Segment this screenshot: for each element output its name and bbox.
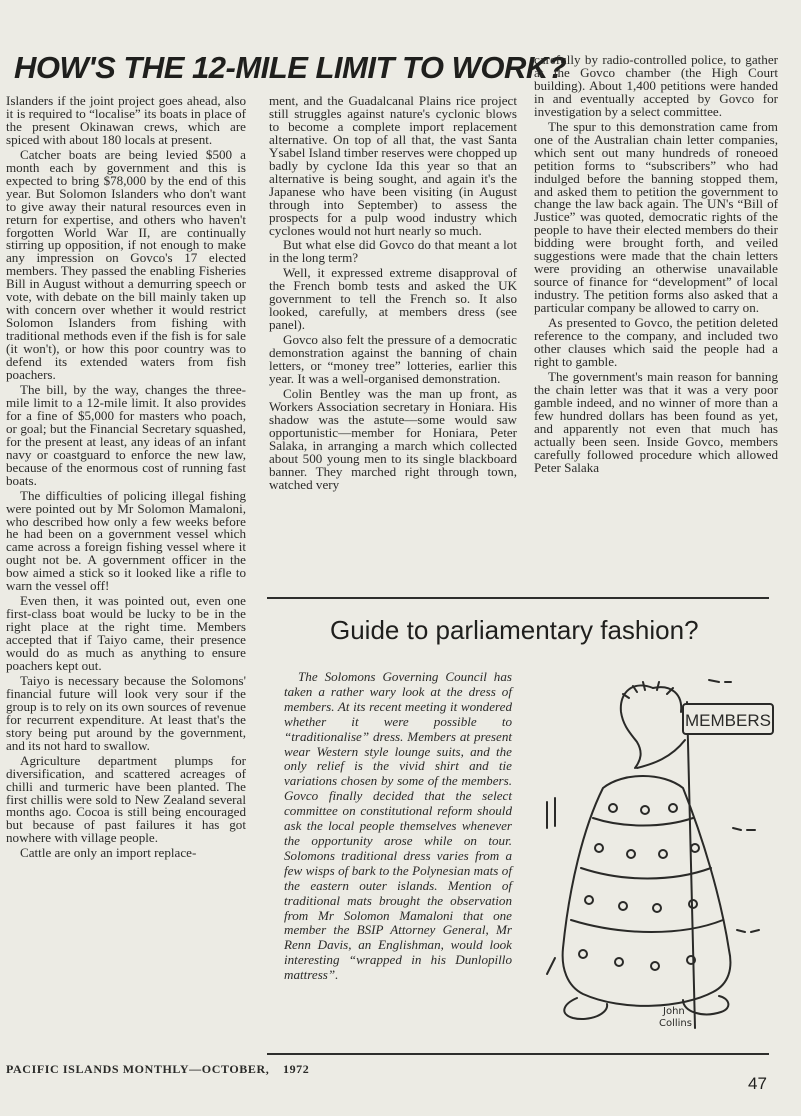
panel-title: Guide to parliamentary fashion? xyxy=(330,615,699,645)
paragraph: The government's main reason for banning the chain letter was that it was a very poor gamble indeed, and no winner of more than a few hundred dollars has been found as yet, and apparently not even that much has actually been seen. Inside Govco, members carefully followed procedure which allowed Peter Salaka xyxy=(534,368,778,475)
paragraph: carefully by radio-controlled police, to gather at the Govco chamber (the High Court building). About 1,400 petitions were handed in and eventually accepted by Govco for investigation by a select committee. xyxy=(534,54,778,119)
paragraph: Colin Bentley was the man up front, as Workers Association secretary in Honiara. His shadow was the astute—some would saw opportunistic—member for Honiara, Peter Salaka, in arranging a march which collected about 500 young men to its single blackboard banner. They marched right through town, watched very xyxy=(269,385,517,492)
paragraph: The bill, by the way, changes the three-mile limit to a 12-mile limit. It also provides for a fine of $5,000 for masters who poach, or goal; but the Financial Secretary squashed, for the present at least, any ideas of an infant navy or coastguard to enforce the new law, because of the enormous cost of running fast boats. xyxy=(6,381,246,488)
article-column-2 xyxy=(269,95,517,585)
paragraph: As presented to Govco, the petition deleted reference to the company, and included two other clauses which said the people had a right to gamble. xyxy=(534,315,778,369)
paragraph: Islanders if the joint project goes ahead, also it is required to “localise” its boats in place of the present Okinawan crews, which are spiced with about 180 locals at present. xyxy=(6,95,246,147)
page-number: 47 xyxy=(748,1074,767,1093)
paragraph: The spur to this demonstration came from one of the Australian chain letter companies, which sent out many hundreds of roneoed petition forms to “subscribers” who had indulged before the banning stopped them, and asked them to petition the government to change the law back again. The UN's “Bill of Justice” was quoted, democratic rights of the people to have their elected members do their bidding were brought forth, and veiled suggestions were made that the chain letters were providing an otherwise unavailable source of finance for “development” of local industry. The petition forms also asked that a particular company be allowed to carry on. xyxy=(534,118,778,316)
publication-footer xyxy=(6,1062,309,1077)
cartoon-sign-text: MEMBERS xyxy=(685,711,771,730)
paragraph: Even then, it was pointed out, even one first-class boat would be lucky to be in the right place at the right time. Members accepted that if Taiyo came, their presence would do as much as anything to ensure poachers kept out. xyxy=(6,593,246,673)
publication-name: PACIFIC ISLANDS MONTHLY—OCTOBER, xyxy=(6,1062,270,1076)
article-column-1 xyxy=(6,95,246,1045)
paragraph: The difficulties of policing illegal fishing were pointed out by Mr Solomon Mamaloni, who described how only a few weeks before he had been on a government vessel which came across a foreign fishing vessel where it ought not be. A government officer in the bow aimed a stick so it looked like a rifle to warn the vessel off! xyxy=(6,487,246,594)
paragraph: But what else did Govco do that meant a lot in the long term? xyxy=(269,237,517,266)
paragraph: Taiyo is necessary because the Solomons' financial future will look very sour if the group is to rely on its own sources of revenue for recurrent expenditure. At least that's the story being put around by the government, and its not hard to swallow. xyxy=(6,672,246,753)
cartoon-illustration xyxy=(533,668,778,1050)
paragraph: Agriculture department plumps for diversification, and scattered acreages of chilli and turmeric have been planted. The first chillis were sold to New Zealand several months ago. Cocoa is still being encouraged but because of past failures it has got nowhere with village people. xyxy=(6,752,246,846)
paragraph: Govco also felt the pressure of a democratic demonstration against the banning of chain letters, or “money tree” lotteries, earlier this year. It was a well-organised demonstration. xyxy=(269,332,517,387)
paragraph: Catcher boats are being levied $500 a month each by government and this is expected to bring $78,000 by the end of this year. But Solomon Islanders who don't want to give away their natural resources even in return for expertise, and others who haven't forgotten World War II, are continually stirring up opposition, if not enough to make any impression on Govco's 17 elected members. They passed the enabling Fisheries Bill in August without a demurring speech or vote, with debate on the bill mainly taken up with concern over whether it would restrict Solomon Islanders from fishing with traditional methods even if the fish is for sale (it won't), or how this poor country was to defend its extended waters from fish poachers. xyxy=(6,146,246,383)
paragraph: Well, it expressed extreme disapproval of the French bomb tests and asked the UK government to tell the French so. It also looked, carefully, at members dress (see panel). xyxy=(269,265,517,333)
paragraph: ment, and the Guadalcanal Plains rice project still struggles against nature's cyclonic blows to become a complete import replacement alternative. On top of all that, the vast Santa Ysabel Island timber reserves were chopped up badly by cyclone Ida this year so that an alternative is being sought, and again it's the Japanese who have been visiting (in August through into September) to assess the prospects for a pulp wood industry which cyclones would not hurt nearly so much. xyxy=(269,95,517,238)
article-column-3 xyxy=(534,54,778,584)
bottom-rule xyxy=(267,1053,769,1055)
cartoon-signature-last: Collins xyxy=(659,1018,692,1029)
panel-top-rule xyxy=(267,597,769,599)
paragraph: Cattle are only an import replace- xyxy=(20,845,197,861)
publication-year: 1972 xyxy=(282,1062,310,1076)
article-headline: HOW'S THE 12-MILE LIMIT TO WORK? xyxy=(14,50,567,85)
panel-text: The Solomons Governing Council has taken a rather wary look at the dress of members. At its recent meeting it wondered whether it were possible to “traditionalise” dress. Members at present wear Western style lounge suits, and the only relief is the vivid shirt and tie variations chosen by some of the members. Govco finally decided that the select committee on constitutional reform should ask the local people themselves whenever the opportunity arose while on tour. Solomons traditional dress varies from a few wisps of bark to the Polynesian mats of the eastern outer islands. Mention of traditional mats brought the observation from Mr Solomon Mamaloni that one member the BSIP Attorney General, Mr Renn Davis, an Englishman, would look interesting “wrapped in his Dunlopillo mattress”. xyxy=(284,669,512,983)
cartoon-signature-first: John xyxy=(663,1006,685,1017)
